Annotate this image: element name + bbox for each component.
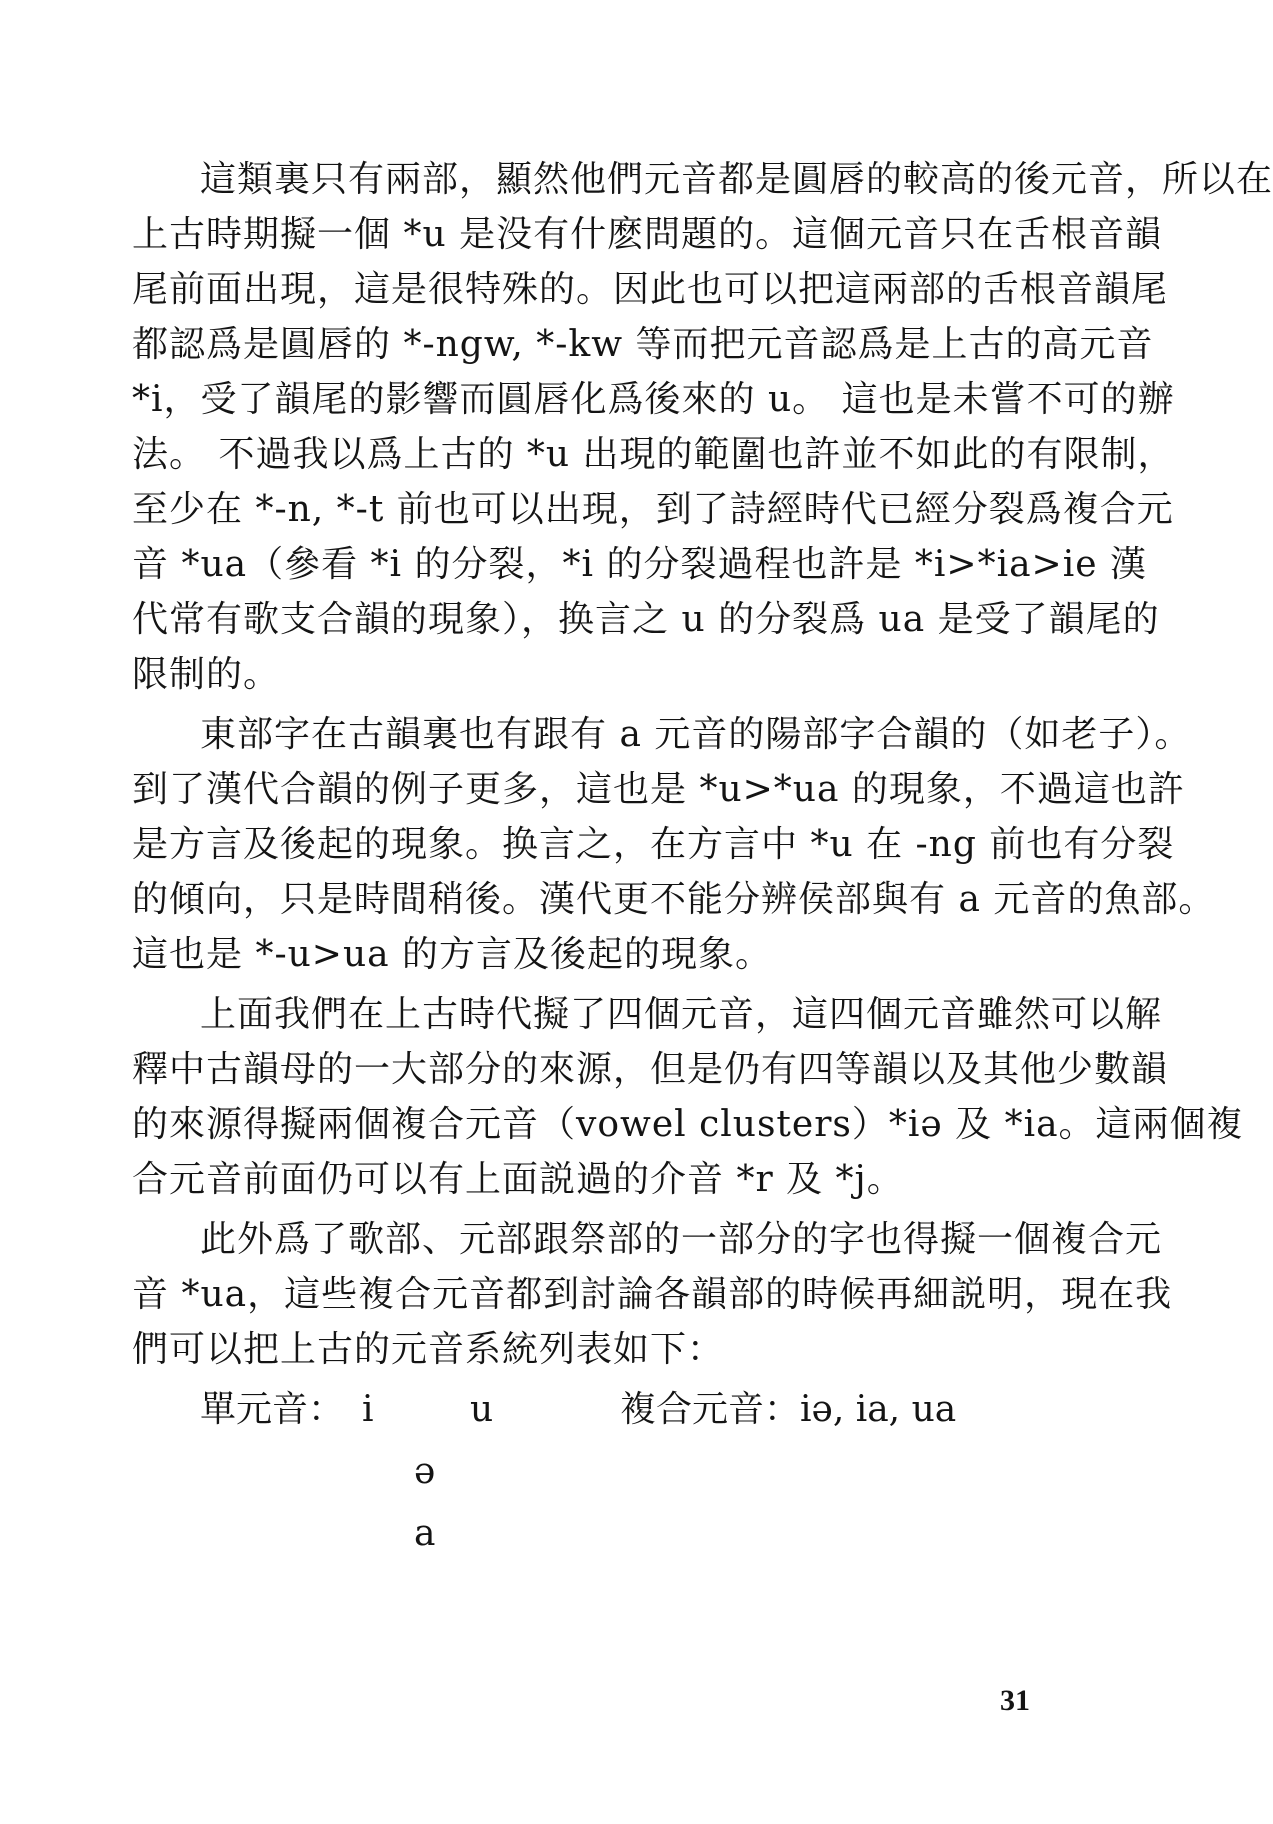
paragraph-1-line-2: 上古時期擬一個 *u 是没有什麽問題的。這個元音只在舌根音韻	[132, 214, 1163, 255]
paragraph-1-line-6: 法。 不過我以爲上古的 *u 出現的範圍也許並不如此的有限制，	[132, 434, 1175, 475]
paragraph-2-line-4: 的傾向，只是時間稍後。漢代更不能分辨侯部與有 a 元音的魚部。	[132, 879, 1216, 920]
paragraph-4-line-3: 們可以把上古的元音系統列表如下：	[132, 1329, 725, 1370]
paragraph-3-line-4: 合元音前面仍可以有上面説過的介音 *r 及 *j。	[132, 1159, 904, 1200]
paragraph-2-line-1: 東部字在古韻裏也有跟有 a 元音的陽部字合韻的（如老子）。	[200, 714, 1192, 755]
simple-vowel-i: i	[362, 1389, 374, 1430]
paragraph-1-line-4: 都認爲是圓唇的 *-ngw, *-kw 等而把元音認爲是上古的高元音	[132, 324, 1154, 365]
simple-vowel-schwa: ə	[414, 1451, 436, 1492]
paragraph-1-line-10: 限制的。	[132, 654, 281, 695]
paragraph-2-line-3: 是方言及後起的現象。换言之，在方言中 *u 在 -ng 前也有分裂	[132, 824, 1175, 865]
paragraph-2-line-2: 到了漢代合韻的例子更多，這也是 *u>*ua 的現象，不過這也許	[132, 769, 1185, 810]
paragraph-3-line-1: 上面我們在上古時代擬了四個元音，這四個元音雖然可以解	[200, 994, 1163, 1035]
simple-vowels-label: 單元音：	[200, 1389, 345, 1430]
paragraph-4-line-1: 此外爲了歌部、元部跟祭部的一部分的字也得擬一個複合元	[200, 1219, 1163, 1260]
paragraph-1-line-7: 至少在 *-n, *-t 前也可以出現，到了詩經時代已經分裂爲複合元	[132, 489, 1174, 530]
paragraph-2-line-5: 這也是 *-u>ua 的方言及後起的現象。	[132, 934, 773, 975]
paragraph-3-line-3: 的來源得擬兩個複合元音（vowel clusters）*iə 及 *ia。這兩個複	[132, 1104, 1244, 1145]
paragraph-4-line-2: 音 *ua，這些複合元音都到討論各韻部的時候再細説明，現在我	[132, 1274, 1173, 1315]
compound-vowels-list: iə, ia, ua	[800, 1389, 957, 1430]
simple-vowel-a: a	[414, 1513, 436, 1554]
paragraph-1-line-9: 代常有歌支合韻的現象），换言之 u 的分裂爲 ua 是受了韻尾的	[132, 599, 1160, 640]
paragraph-3-line-2: 釋中古韻母的一大部分的來源，但是仍有四等韻以及其他少數韻	[132, 1049, 1169, 1090]
paragraph-1-line-8: 音 *ua（參看 *i 的分裂，*i 的分裂過程也許是 *i>*ia>ie 漢	[132, 544, 1147, 585]
paragraph-1-line-1: 這類裏只有兩部，顯然他們元音都是圓唇的較高的後元音，所以在	[200, 159, 1273, 200]
simple-vowel-u: u	[470, 1389, 494, 1430]
paragraph-1-line-3: 尾前面出現，這是很特殊的。因此也可以把這兩部的舌根音韻尾	[132, 269, 1169, 310]
compound-vowels-label: 複合元音：	[620, 1389, 801, 1430]
paragraph-1-line-5: *i，受了韻尾的影響而圓唇化爲後來的 u。 這也是未嘗不可的辦	[132, 379, 1175, 420]
page-number: 31	[1000, 1684, 1030, 1717]
